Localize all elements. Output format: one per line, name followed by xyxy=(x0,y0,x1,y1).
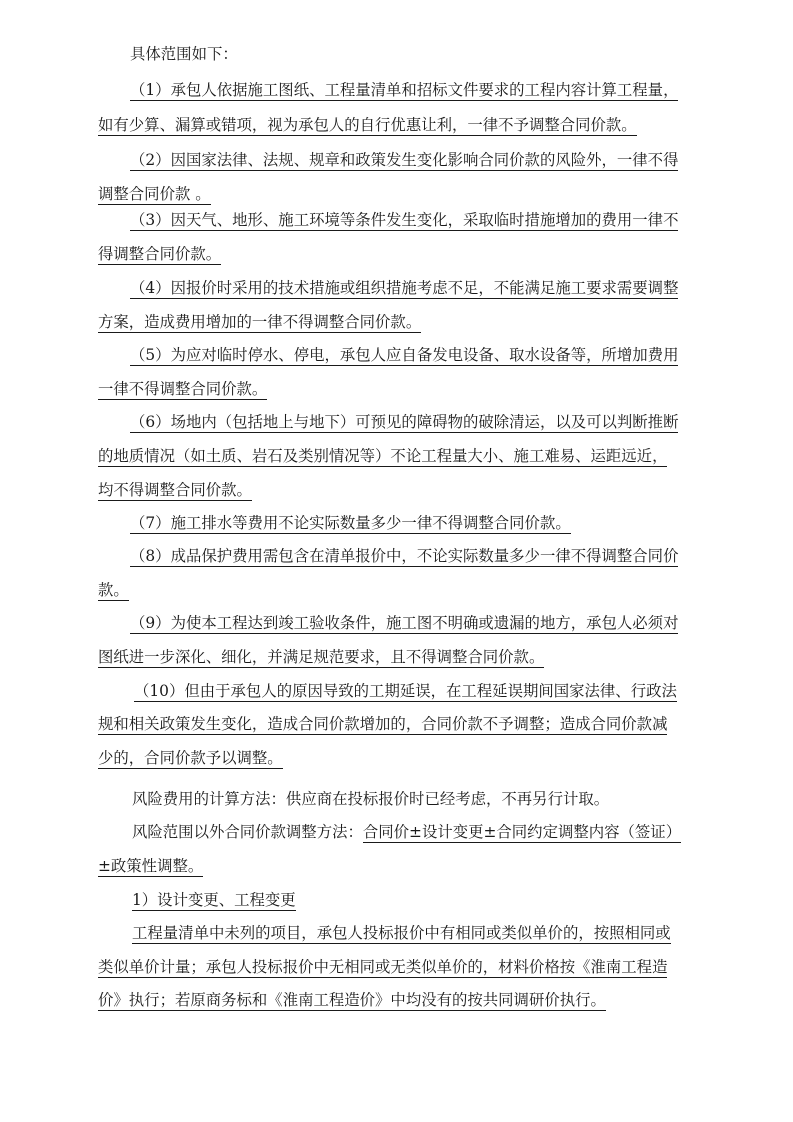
outside-scope-value: 合同价±设计变更±合同约定调整内容（签证） xyxy=(362,823,682,841)
scope-item-8-line-1: （8）成品保护费用需包含在清单报价中，不论实际数量多少一律不得调整合同价 xyxy=(130,547,679,565)
section-1-line-2: 类似单价计量；承包人投标报价中无相同或无类似单价的，材料价格按《淮南工程造 xyxy=(98,958,668,976)
risk-calc-method xyxy=(132,789,609,809)
scope-item-7-line-1: （7）施工排水等费用不论实际数量多少一律不得调整合同价款。 xyxy=(130,514,571,532)
scope-item-6-line-1: （6）场地内（包括地上与地下）可预见的障碍物的破除清运，以及可以判断推断 xyxy=(130,413,679,431)
scope-item-1-line-2: 如有少算、漏算或错项，视为承包人的自行优惠让利，一律不予调整合同价款。 xyxy=(98,116,637,134)
scope-item-3-line-1: （3）因天气、地形、施工环境等条件发生变化，采取临时措施增加的费用一律不 xyxy=(130,211,679,229)
section-1-line-3: 价》执行；若原商务标和《淮南工程造价》中均没有的按共同调研价执行。 xyxy=(98,991,606,1009)
outside-scope-method-line-2: ±政策性调整。 xyxy=(98,857,204,875)
scope-item-3-line-2: 得调整合同价款。 xyxy=(98,245,222,263)
scope-item-10-line-3: 少的，合同价款予以调整。 xyxy=(98,749,283,767)
outside-scope-method-line-1 xyxy=(132,822,681,842)
scope-item-4-line-1: （4）因报价时采用的技术措施或组织措施考虑不足，不能满足施工要求需要调整 xyxy=(130,279,679,297)
scope-item-2-line-1: （2）因国家法律、法规、规章和政策发生变化影响合同价款的风险外，一律不得 xyxy=(130,151,679,169)
section-1-line-1: 工程量清单中未列的项目，承包人投标报价中有相同或类似单价的，按照相同或 xyxy=(132,924,671,942)
scope-heading: 具体范围如下： xyxy=(130,45,238,63)
scope-item-5-line-2: 一律不得调整合同价款。 xyxy=(98,380,268,398)
risk-calc-value: 供应商在投标报价时已经考虑，不再另行计取。 xyxy=(285,790,610,808)
scope-item-6-line-2: 的地质情况（如土质、岩石及类别情况等）不论工程量大小、施工难易、运距远近， xyxy=(98,447,668,465)
scope-item-10-line-2: 规和相关政策发生变化，造成合同价款增加的，合同价款不予调整；造成合同价款减 xyxy=(98,715,668,733)
scope-item-8-line-2: 款。 xyxy=(98,581,129,599)
scope-item-2-line-2: 调整合同价款 。 xyxy=(98,185,211,203)
scope-item-6-line-3: 均不得调整合同价款。 xyxy=(98,481,252,499)
scope-item-9-line-1: （9）为使本工程达到竣工验收条件，施工图不明确或遗漏的地方，承包人必须对 xyxy=(130,614,679,632)
risk-calc-label: 风险费用的计算方法： xyxy=(132,790,286,808)
scope-item-9-line-2: 图纸进一步深化、细化，并满足规范要求，且不得调整合同价款。 xyxy=(98,648,545,666)
scope-item-1-line-1: （1）承包人依据施工图纸、工程量清单和招标文件要求的工程内容计算工程量， xyxy=(130,81,679,99)
scope-item-4-line-2: 方案，造成费用增加的一律不得调整合同价款。 xyxy=(98,313,422,331)
scope-item-5-line-1: （5）为应对临时停水、停电，承包人应自备发电设备、取水设备等，所增加费用 xyxy=(130,346,679,364)
section-title-design-change: 1）设计变更、工程变更 xyxy=(132,891,296,909)
outside-scope-label: 风险范围以外合同价款调整方法： xyxy=(132,823,363,841)
scope-item-10-line-1: （10）但由于承包人的原因导致的工期延误，在工程延误期间国家法律、行政法 xyxy=(134,682,677,700)
